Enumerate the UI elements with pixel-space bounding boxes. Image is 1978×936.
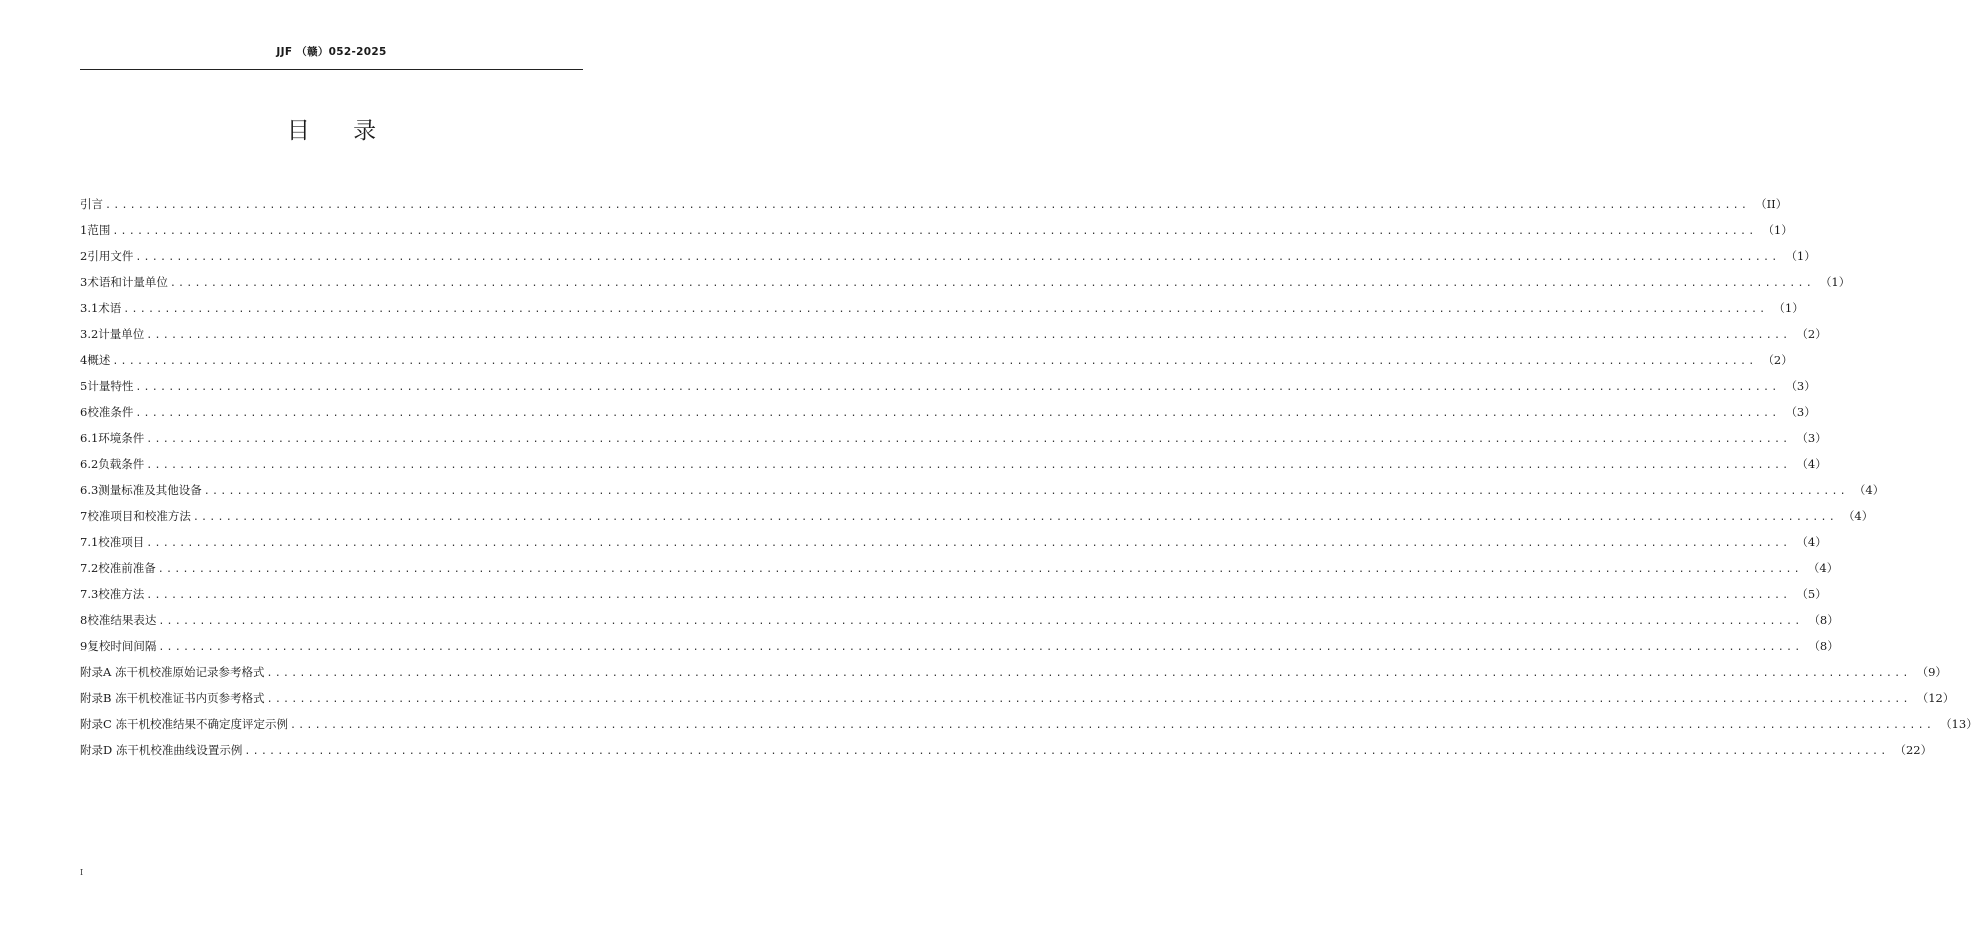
toc-entry[interactable] [80, 373, 1816, 399]
toc-entry-page: （3） [1796, 431, 1827, 445]
toc-dot-leader: ........................................................................................................................................................................................................ [135, 382, 1780, 393]
toc-dot-leader: ........................................................................................................................................................................................................ [157, 564, 1802, 575]
toc-entry-number: 2 [80, 249, 88, 263]
toc-entry[interactable] [80, 529, 1827, 555]
toc-entry[interactable] [80, 295, 1804, 321]
toc-entry-number: 4 [80, 353, 88, 367]
toc-dot-leader: ........................................................................................................................................................................................................ [112, 356, 1757, 367]
toc-entry-number: 6.3 [80, 483, 99, 497]
toc-entry[interactable] [80, 243, 1816, 269]
toc-dot-leader: ........................................................................................................................................................................................................ [266, 668, 1911, 679]
toc-entry-label: 引用文件 [87, 249, 134, 263]
toc-dot-leader: ........................................................................................................................................................................................................ [289, 720, 1935, 731]
toc-entry[interactable] [80, 399, 1816, 425]
toc-entry[interactable] [80, 581, 1827, 607]
toc-entry-number: 3 [80, 275, 88, 289]
toc-dot-leader: ........................................................................................................................................................................................................ [135, 252, 1780, 263]
toc-entry[interactable] [80, 347, 1793, 373]
toc-dot-leader: ........................................................................................................................................................................................................ [266, 694, 1911, 705]
document-code-header: JJF （赣）052-2025 [276, 46, 387, 58]
toc-entry-number: 5 [80, 379, 88, 393]
toc-dot-leader: ........................................................................................................................................................................................................ [169, 278, 1814, 289]
toc-entry-page: （8） [1808, 613, 1839, 627]
toc-entry-number: 7 [80, 509, 88, 523]
toc-entry-label: 计量单位 [98, 327, 145, 341]
toc-entry-page: （1） [1773, 301, 1804, 315]
toc-entry-number: 7.2 [80, 561, 99, 575]
toc-entry-number: 8 [80, 613, 88, 627]
toc-entry[interactable] [80, 217, 1793, 243]
toc-entry-label: 术语 [98, 301, 122, 315]
toc-entry-page: （9） [1916, 665, 1947, 679]
toc-entry-page: （1） [1762, 223, 1793, 237]
toc-dot-leader: ........................................................................................................................................................................................................ [203, 486, 1848, 497]
toc-entry-page: （3） [1785, 379, 1816, 393]
toc-entry-page: （8） [1808, 639, 1839, 653]
toc-entry-label: 附录D 冻干机校准曲线设置示例 [80, 743, 243, 757]
toc-entry-number: 3.1 [80, 301, 99, 315]
toc-entry-number: 6.2 [80, 457, 99, 471]
toc-entry-page: （4） [1796, 457, 1827, 471]
toc-entry-label: 范围 [87, 223, 111, 237]
toc-dot-leader: ........................................................................................................................................................................................................ [146, 460, 1791, 471]
toc-dot-leader: ........................................................................................................................................................................................................ [123, 304, 1768, 315]
toc-entry-label: 校准项目和校准方法 [87, 509, 191, 523]
toc-entry[interactable] [80, 477, 1885, 503]
toc-entry[interactable] [80, 191, 1788, 217]
toc-entry-number: 6.1 [80, 431, 99, 445]
header-rule [80, 69, 583, 70]
toc-entry[interactable] [80, 269, 1851, 295]
toc-entry-label: 引言 [80, 197, 103, 211]
toc-entry-page: （3） [1785, 405, 1816, 419]
toc-entry-label: 校准前准备 [98, 561, 156, 575]
toc-dot-leader: ........................................................................................................................................................................................................ [192, 512, 1837, 523]
toc-entry-label: 附录A 冻干机校准原始记录参考格式 [80, 665, 265, 679]
toc-entry-page: （4） [1842, 509, 1874, 523]
toc-entry[interactable] [80, 425, 1827, 451]
toc-entry-label: 环境条件 [98, 431, 145, 445]
toc-entry-label: 概述 [87, 353, 111, 367]
toc-dot-leader: ........................................................................................................................................................................................................ [135, 408, 1780, 419]
toc-entry-page: （2） [1796, 327, 1827, 341]
toc-entry-page: （2） [1762, 353, 1793, 367]
toc-dot-leader: ........................................................................................................................................................................................................ [112, 226, 1757, 237]
toc-entry-number: 9 [80, 639, 88, 653]
toc-entry-label: 测量标准及其他设备 [98, 483, 202, 497]
toc-dot-leader: ........................................................................................................................................................................................................ [146, 590, 1791, 601]
toc-entry-label: 复校时间间隔 [87, 639, 157, 653]
toc-entry-label: 负载条件 [98, 457, 145, 471]
toc-entry-label: 附录B 冻干机校准证书内页参考格式 [80, 691, 265, 705]
toc-dot-leader: ........................................................................................................................................................................................................ [158, 642, 1803, 653]
toc-entry[interactable] [80, 633, 1839, 659]
toc-entry[interactable] [80, 555, 1839, 581]
toc-entry-label: 校准结果表达 [87, 613, 157, 627]
toc-dot-leader: ........................................................................................................................................................................................................ [244, 746, 1889, 757]
toc-entry-label: 校准方法 [98, 587, 145, 601]
toc-entry[interactable] [80, 451, 1827, 477]
toc-entry[interactable] [80, 503, 1874, 529]
table-of-contents [80, 191, 1978, 763]
toc-entry-page: （4） [1796, 535, 1827, 549]
toc-entry-label: 计量特性 [87, 379, 134, 393]
page-number: I [80, 868, 84, 877]
page-title: 目 录 [286, 118, 395, 144]
toc-entry-page: （4） [1807, 561, 1839, 575]
toc-entry-label: 术语和计量单位 [87, 275, 168, 289]
toc-entry-page: （4） [1853, 483, 1885, 497]
toc-entry-label: 校准项目 [98, 535, 145, 549]
toc-entry[interactable] [80, 737, 1933, 763]
toc-entry-label: 校准条件 [87, 405, 134, 419]
toc-dot-leader: ........................................................................................................................................................................................................ [146, 538, 1791, 549]
toc-entry[interactable] [80, 321, 1827, 347]
toc-entry[interactable] [80, 607, 1839, 633]
toc-entry-number: 7.1 [80, 535, 99, 549]
toc-entry-page: （12） [1916, 691, 1955, 705]
toc-entry-page: （II） [1755, 197, 1788, 211]
toc-entry-page: （13） [1940, 717, 1978, 731]
toc-entry-page: （22） [1894, 743, 1933, 757]
toc-dot-leader: ........................................................................................................................................................................................................ [158, 616, 1803, 627]
toc-entry-number: 7.3 [80, 587, 99, 601]
toc-entry-number: 1 [80, 223, 88, 237]
toc-entry[interactable] [80, 711, 1978, 737]
toc-entry[interactable] [80, 685, 1955, 711]
toc-entry-label: 附录C 冻干机校准结果不确定度评定示例 [80, 717, 288, 731]
toc-dot-leader: ........................................................................................................................................................................................................ [146, 330, 1791, 341]
toc-dot-leader: ........................................................................................................................................................................................................ [105, 200, 1750, 211]
toc-entry[interactable] [80, 659, 1947, 685]
toc-entry-number: 6 [80, 405, 88, 419]
toc-entry-page: （5） [1796, 587, 1827, 601]
toc-entry-number: 3.2 [80, 327, 99, 341]
toc-entry-page: （1） [1819, 275, 1851, 289]
toc-dot-leader: ........................................................................................................................................................................................................ [146, 434, 1791, 445]
toc-entry-page: （1） [1785, 249, 1816, 263]
